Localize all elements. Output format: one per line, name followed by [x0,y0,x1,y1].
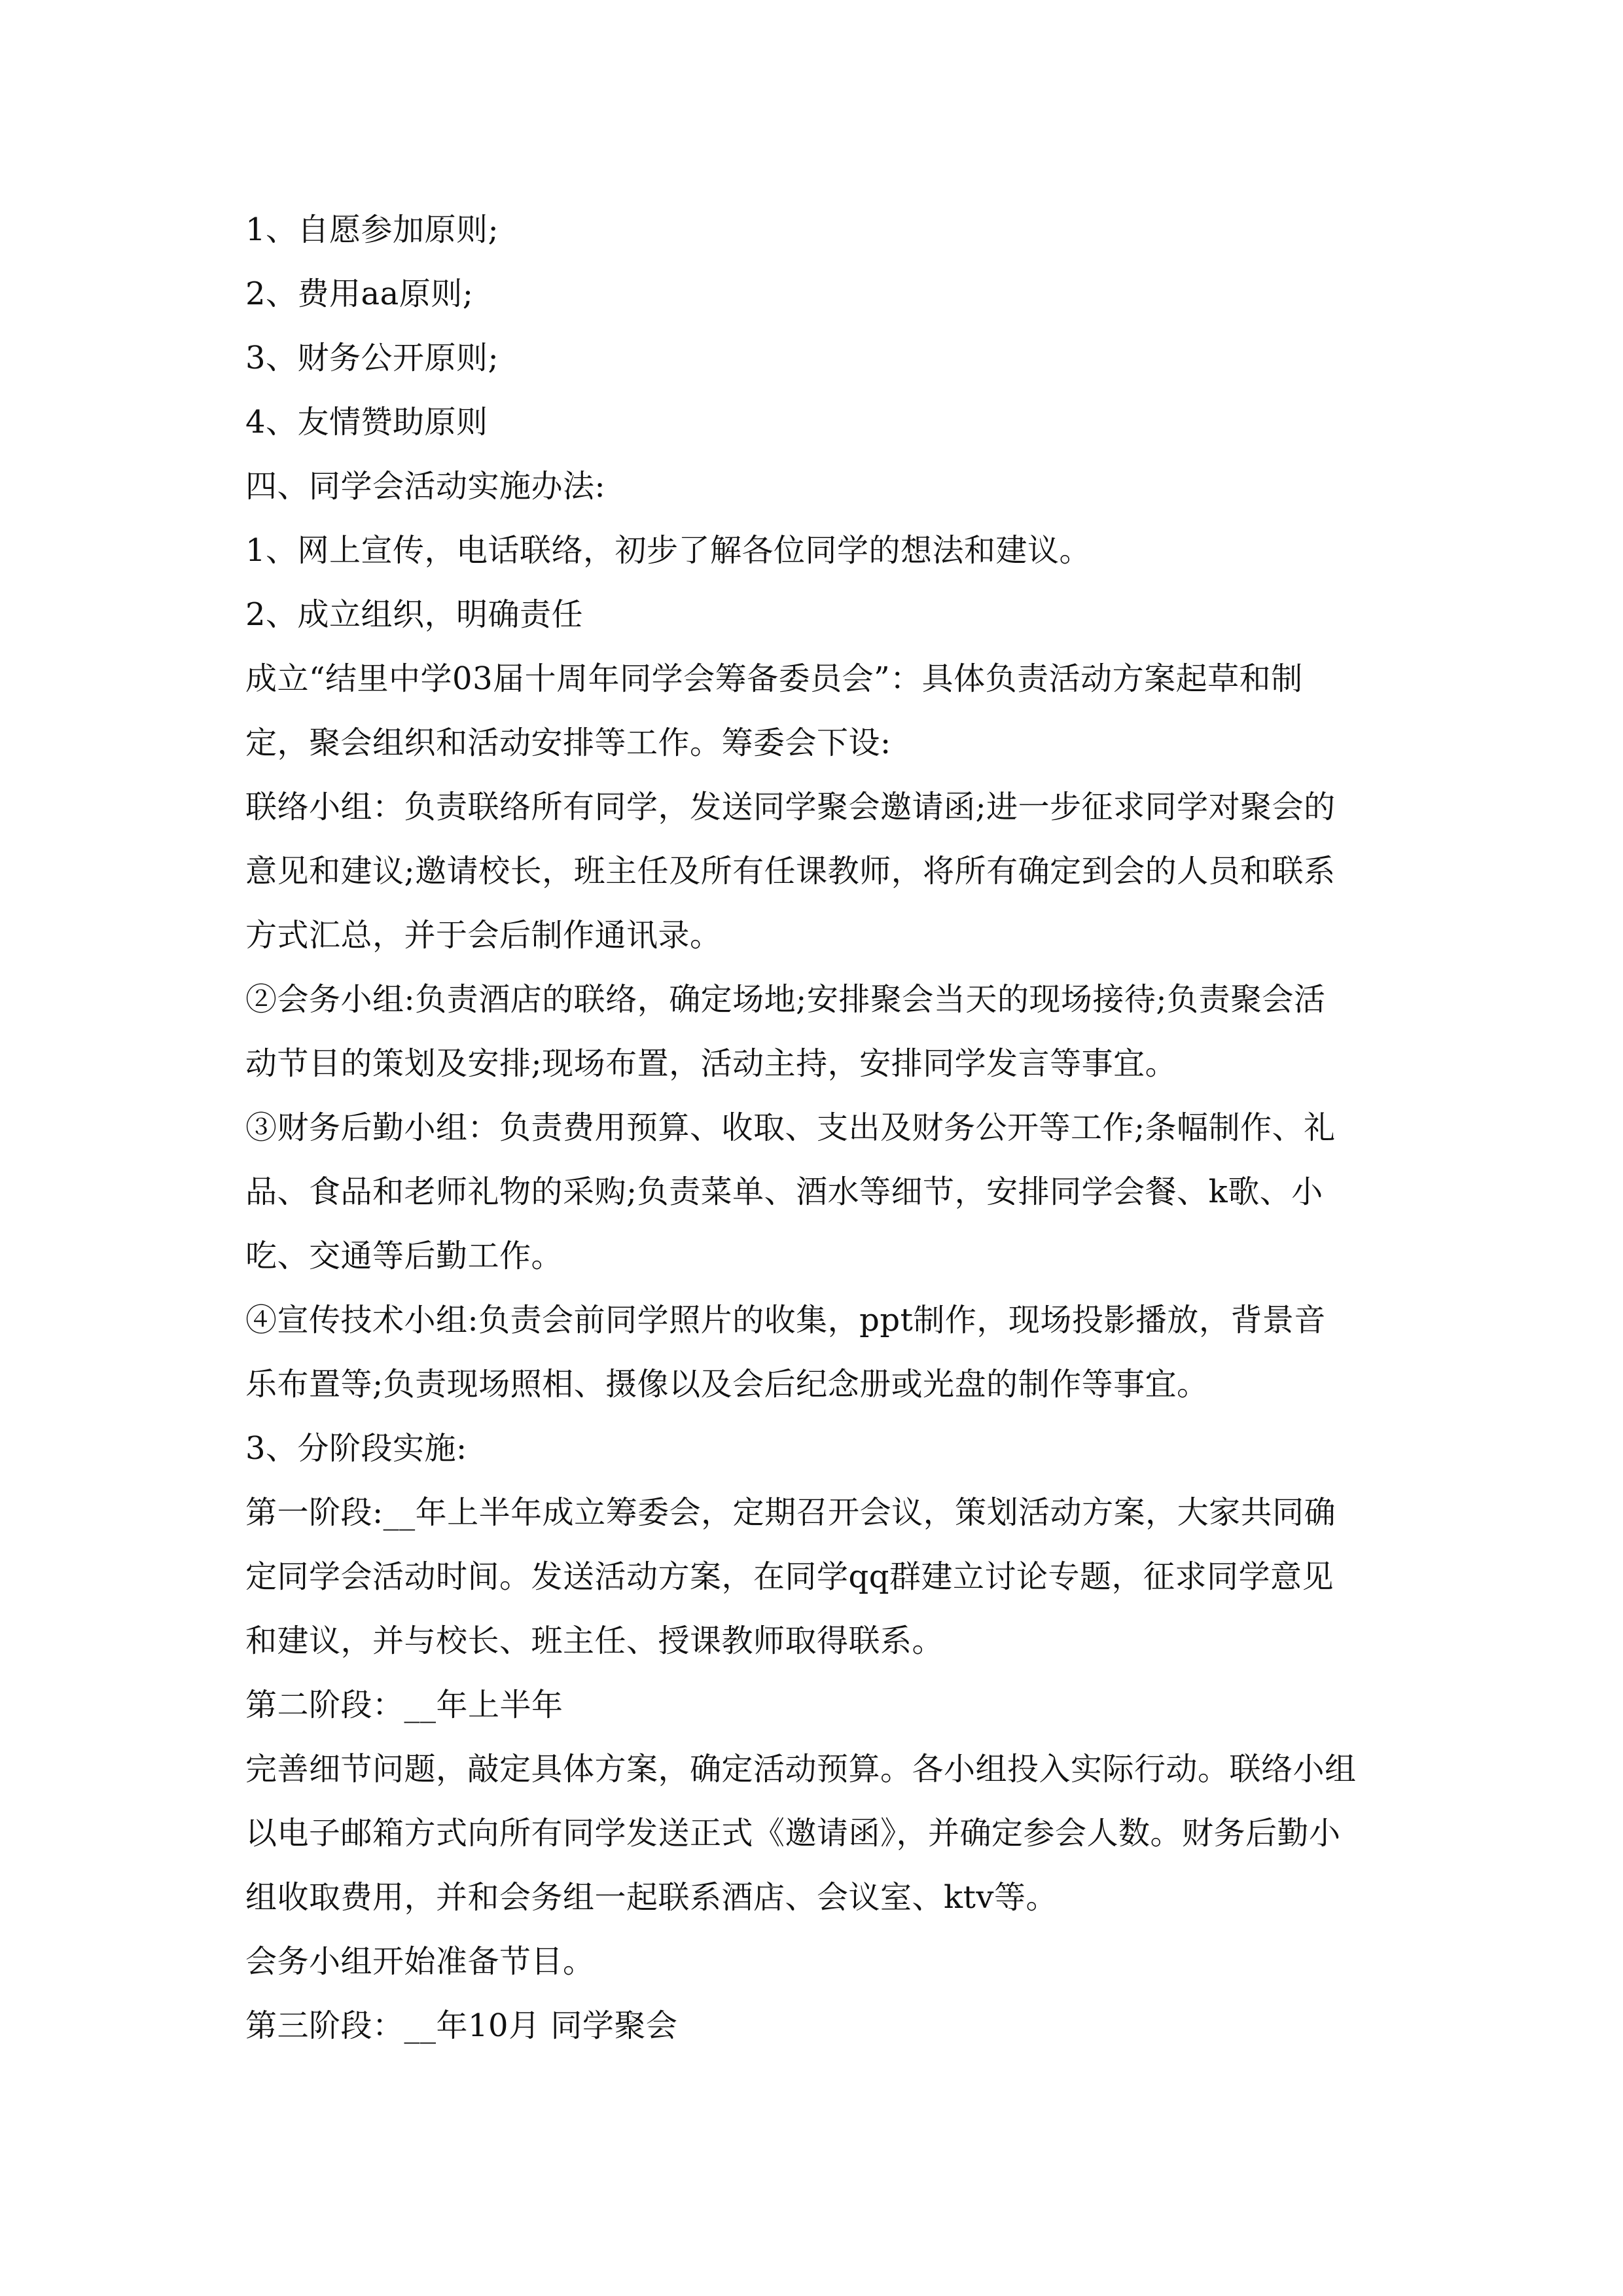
committee-paragraph: 成立“结里中学03届十周年同学会筹备委员会”：具体负责活动方案起草和制 [245,660,1303,697]
principle-2: 2、费用aa原则; [245,276,474,312]
committee-paragraph: 定，聚会组织和活动安排等工作。筹委会下设: [245,725,891,761]
affairs-group-paragraph: ②会务小组:负责酒店的联络，确定场地;安排聚会当天的现场接待;负责聚会活 [245,981,1326,1018]
contact-group-paragraph: 方式汇总，并于会后制作通讯录。 [245,917,722,954]
step-2: 2、成立组织，明确责任 [245,596,584,633]
affairs-group-paragraph: 动节目的策划及安排;现场布置，活动主持，安排同学发言等事宜。 [245,1045,1177,1082]
principle-1: 1、自愿参加原则; [245,211,499,248]
phase-3-heading: 第三阶段：__年10月 同学聚会 [245,2007,678,2044]
publicity-group-paragraph: 乐布置等;负责现场照相、摄像以及会后纪念册或光盘的制作等事宜。 [245,1366,1209,1403]
section-heading: 四、同学会活动实施办法: [245,468,606,505]
finance-group-paragraph: 品、食品和老师礼物的采购;负责菜单、酒水等细节，安排同学会餐、k歌、小 [245,1174,1323,1210]
phase-1-paragraph: 和建议，并与校长、班主任、授课教师取得联系。 [245,1623,944,1659]
step-1: 1、网上宣传，电话联络，初步了解各位同学的想法和建议。 [245,532,1092,569]
phase-2-paragraph: 组收取费用，并和会务组一起联系酒店、会议室、ktv等。 [245,1879,1058,1916]
phase-2-note: 会务小组开始准备节目。 [245,1943,595,1980]
finance-group-paragraph: 吃、交通等后勤工作。 [245,1238,563,1274]
principle-3: 3、财务公开原则; [245,340,499,376]
finance-group-paragraph: ③财务后勤小组：负责费用预算、收取、支出及财务公开等工作;条幅制作、礼 [245,1109,1336,1146]
phase-1-paragraph: 定同学会活动时间。发送活动方案，在同学qq群建立讨论专题，征求同学意见 [245,1558,1334,1595]
phase-2-paragraph: 完善细节问题，敲定具体方案，确定活动预算。各小组投入实际行动。联络小组 [245,1751,1357,1787]
principle-4: 4、友情赞助原则 [245,404,488,440]
phase-1-paragraph: 第一阶段:__年上半年成立筹委会，定期召开会议，策划活动方案，大家共同确 [245,1494,1336,1531]
contact-group-paragraph: 意见和建议;邀请校长，班主任及所有任课教师，将所有确定到会的人员和联系 [245,853,1336,889]
step-3: 3、分阶段实施: [245,1430,467,1467]
publicity-group-paragraph: ④宣传技术小组:负责会前同学照片的收集，ppt制作，现场投影播放，背景音 [245,1302,1326,1338]
phase-2-paragraph: 以电子邮箱方式向所有同学发送正式《邀请函》，并确定参会人数。财务后勤小 [245,1815,1341,1852]
phase-2-heading: 第二阶段：__年上半年 [245,1687,563,1723]
contact-group-paragraph: 联络小组：负责联络所有同学，发送同学聚会邀请函;进一步征求同学对聚会的 [245,789,1336,825]
